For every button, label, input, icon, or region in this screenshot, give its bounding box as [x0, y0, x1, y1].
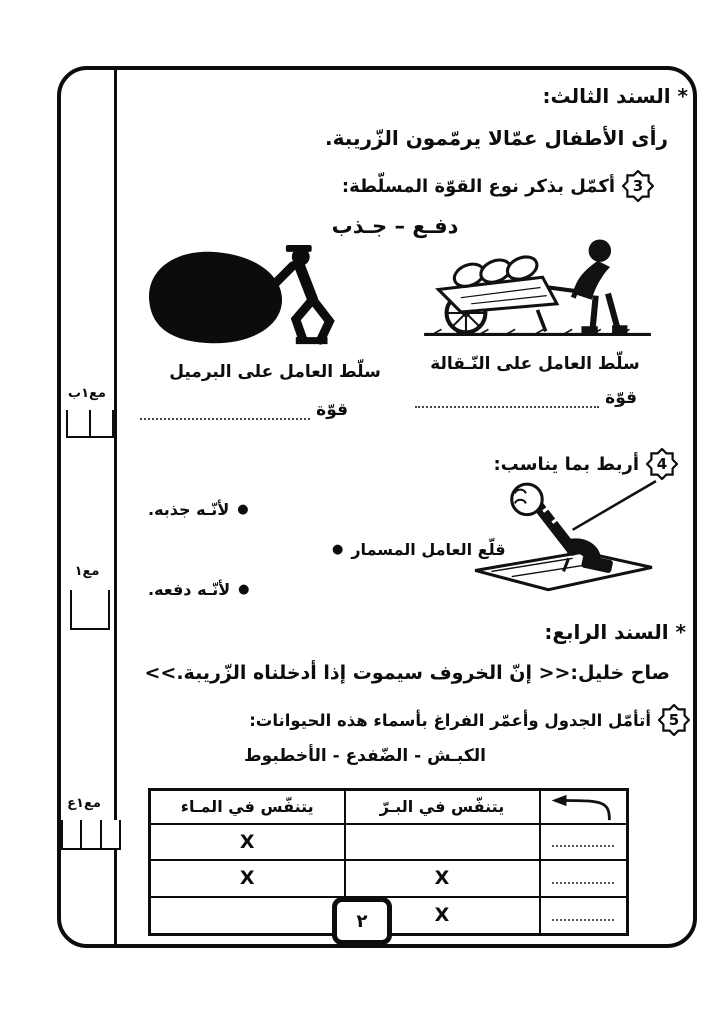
- force-options: دفـع – جـذب: [331, 214, 459, 238]
- header-animal-name-cell: [540, 790, 628, 824]
- question3-number: 3: [632, 177, 644, 195]
- animal-name-cell: [540, 824, 628, 860]
- table-row: [150, 860, 628, 897]
- barrel-answer-line: [140, 400, 348, 420]
- question5-text: أتأمّل الجدول وأعمّر الفراغ بأسماء هذه الحيوانات:: [249, 710, 651, 730]
- score-cell: [72, 590, 108, 628]
- name-blank: [552, 835, 614, 847]
- barrel-figure: [133, 238, 413, 352]
- land-cell: X: [345, 897, 540, 935]
- table-row: [150, 824, 628, 860]
- animal-name-cell: [540, 897, 628, 935]
- animal-names-list: الكبـش - الضّفدع - الأخطبوط: [244, 746, 486, 766]
- land-cell: X: [345, 860, 540, 897]
- land-cell: [345, 824, 540, 860]
- water-cell: X: [150, 824, 345, 860]
- wheelbarrow-illustration-icon: [420, 230, 655, 348]
- name-blank: [552, 909, 614, 921]
- wheelbarrow-caption: سلّط العامل على النّـقالة: [430, 354, 640, 374]
- section4-quote: صاح خليل:<< إنّ الخروف سيموت إذا أدخلناه الزّريبة.>>: [144, 662, 670, 684]
- water-cell: X: [150, 860, 345, 897]
- water-cell: [150, 897, 345, 935]
- match-source-text: قلّع العامل المسمار: [351, 540, 506, 559]
- question5-line: [249, 704, 690, 736]
- page-number-badge: ٢: [332, 897, 392, 945]
- score-box-2cell: [66, 410, 114, 438]
- score-cell: [82, 820, 101, 848]
- match-option-text: لأنّـه جذبه.: [148, 500, 230, 519]
- score-cell: [102, 820, 119, 848]
- match-bullet-dot: ●: [237, 502, 249, 517]
- question3-line: [342, 170, 654, 202]
- barrel-caption: سلّط العامل على البرميل: [169, 362, 381, 382]
- header-breathes-on-land: يتنفّس في البـرّ: [345, 790, 540, 824]
- worker-pushing-barrel-icon: [133, 238, 413, 352]
- section4-title: * السند الرابع:: [544, 620, 686, 644]
- score-cell: [68, 410, 91, 436]
- question4-number: 4: [656, 455, 668, 473]
- question5-number: 5: [668, 711, 680, 729]
- question4-text: أربط بما يناسب:: [493, 453, 639, 475]
- margin-criterion-code: مع١ب: [68, 386, 106, 401]
- question3-star-badge: [622, 170, 654, 202]
- name-blank: [552, 872, 614, 884]
- table-header-row: [150, 790, 628, 824]
- force-word: قوّة: [605, 388, 637, 408]
- wheelbarrow-answer-line: [415, 388, 637, 408]
- section3-intro: رأى الأطفال عمّالا يرمّمون الزّريبة.: [325, 126, 668, 150]
- animal-name-cell: [540, 860, 628, 897]
- margin-criterion-code: مع١: [74, 564, 100, 579]
- question4-line: [493, 448, 678, 480]
- header-breathes-in-water: يتنفّس في المـاء: [150, 790, 345, 824]
- score-box-3cell: [61, 820, 121, 850]
- question3-text: أكمّل بذكر نوع القوّة المسلّطة:: [341, 175, 615, 197]
- question5-star-badge: [658, 704, 690, 736]
- answer-blank: [140, 401, 310, 420]
- score-cell: [91, 410, 112, 436]
- match-option-pull: [148, 500, 249, 519]
- section3-title: * السند الثالث:: [542, 84, 688, 108]
- question4-star-badge: [646, 448, 678, 480]
- margin-divider-line: [114, 66, 117, 948]
- match-bullet-dot: ●: [238, 582, 250, 597]
- score-box-1cell: [70, 590, 110, 630]
- match-option-push: [148, 580, 250, 599]
- match-source-item: [332, 540, 506, 559]
- match-bullet-dot: ●: [332, 542, 344, 557]
- wheelbarrow-figure: [420, 230, 655, 348]
- answer-blank: [415, 389, 599, 408]
- force-word: قوّة: [316, 400, 348, 420]
- score-cell: [63, 820, 82, 848]
- margin-criterion-code: مع١ع: [67, 796, 101, 811]
- match-option-text: لأنّـه دفعه.: [148, 580, 231, 599]
- curved-arrow-icon: [548, 793, 626, 821]
